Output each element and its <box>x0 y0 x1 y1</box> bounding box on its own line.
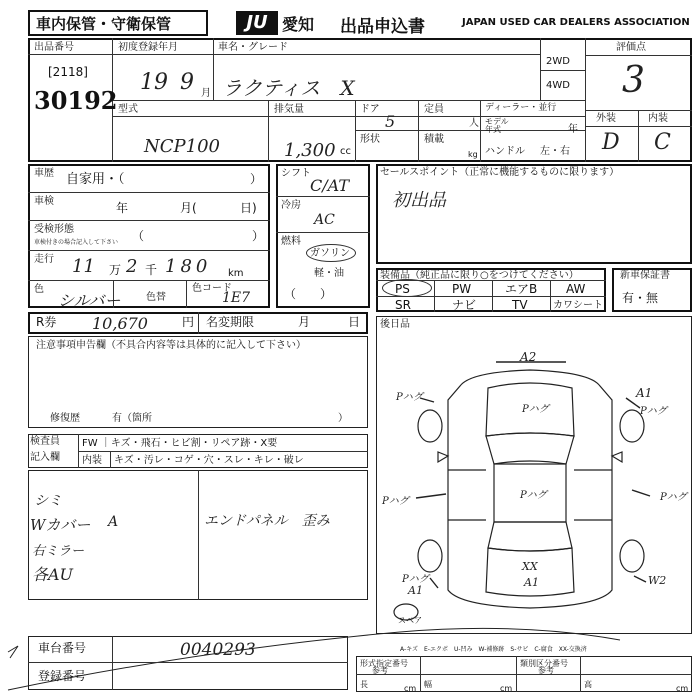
comment-4: 右ミラー <box>32 544 85 559</box>
footer-f5: 長 <box>360 680 368 689</box>
grade-value: 3 <box>622 60 645 101</box>
rear-label: 後日品 <box>380 319 410 330</box>
inspection-year: 年 <box>116 201 129 215</box>
aircon-value: AC <box>314 212 335 228</box>
org-english: JAPAN USED CAR DEALERS ASSOCIATION <box>462 17 690 28</box>
mark-rear-a: XX <box>522 560 538 573</box>
fuel-gasoline: ガソリン <box>310 248 350 259</box>
inspection-label: 車検 <box>34 196 54 207</box>
footer-cm1: cm <box>404 684 417 693</box>
inspector-row2-head: 内装 <box>82 455 102 466</box>
repair-close: ） <box>338 413 348 424</box>
recycle-label: R券 <box>36 315 57 329</box>
exterior-value: D <box>602 130 620 155</box>
handle-value: 左・右 <box>540 146 570 157</box>
doors-label: ドア <box>360 104 380 115</box>
mileage-sen: 2 <box>126 256 138 277</box>
footer-f4: 参考 <box>538 666 554 675</box>
mark-left-bottom: Pハグ <box>402 574 429 585</box>
interior-value: C <box>654 130 671 155</box>
dealer-label: ディーラー・並行 <box>485 103 557 113</box>
aircon-label: 冷房 <box>281 200 301 211</box>
mark-right-top2: Pハグ <box>640 406 667 417</box>
exterior-label: 外装 <box>596 113 616 124</box>
comment-2: Wカバー <box>30 516 91 534</box>
dealer-year-unit: 年 <box>568 124 578 135</box>
mileage-unit: km <box>228 268 244 279</box>
warranty-value: 有・無 <box>622 291 659 305</box>
first-reg-year: 19 <box>140 70 168 95</box>
capacity-unit: 人 <box>469 118 479 129</box>
displacement-label: 排気量 <box>274 104 304 115</box>
mark-right-bottom: W2 <box>648 574 667 587</box>
comment-5: 各AU <box>32 565 74 584</box>
fuel-paren: （ ） <box>284 287 333 301</box>
drive-4wd: 4WD <box>546 80 570 91</box>
chassis-label: 車台番号 <box>38 641 87 655</box>
load-label: 積載 <box>424 134 444 145</box>
equip-leather: カワシート <box>553 300 603 311</box>
recycle-unit: 円 <box>182 315 195 329</box>
comment-1: シミ <box>34 493 62 509</box>
mark-hood: Pハグ <box>522 404 549 415</box>
lot-sub-number: [2118] <box>48 65 88 79</box>
notes-label: 注意事項申告欄（不具合内容等は具体的に記入して下さい） <box>36 340 306 351</box>
received-label: 受検形態 <box>34 224 74 235</box>
equip-ps: PS <box>395 282 410 296</box>
registration-label: 登録番号 <box>38 669 87 683</box>
first-reg-label: 初度登録年月 <box>118 42 178 53</box>
inspector-sub: 記入欄 <box>30 452 60 463</box>
selling-points-value: 初出品 <box>392 190 446 211</box>
footer-f6: 幅 <box>424 680 432 689</box>
mark-right-top: A1 <box>636 386 653 400</box>
displacement-value: 1,300 <box>284 140 336 161</box>
mark-roof: Pハグ <box>520 490 547 501</box>
mileage-rest: 180 <box>165 256 212 277</box>
dealer-year-label: 年式 <box>485 125 501 134</box>
chassis-value: 0040293 <box>180 640 256 660</box>
equip-sr: SR <box>395 298 411 312</box>
name-change-day: 日 <box>348 315 361 329</box>
fuel-diesel: 軽・油 <box>314 268 344 279</box>
mark-left-mid: Pハグ <box>382 496 409 507</box>
received-note: 車検付きの場合記入して下さい <box>34 239 119 246</box>
equip-navi: ナビ <box>452 298 477 312</box>
doors-value: 5 <box>385 112 396 131</box>
inspector-row1: FW ｜キズ・飛石・ヒビ割・リペア跡・X要 <box>82 438 278 449</box>
color-change-label: 色替 <box>146 292 166 303</box>
inspector-label: 検査員 <box>30 436 60 447</box>
name-change-label: 名変期限 <box>206 315 255 329</box>
history-value: 自家用・（ <box>66 172 125 187</box>
car-name-value: ラクティス X <box>222 76 355 100</box>
shape-label: 形状 <box>360 134 380 145</box>
history-label: 車歴 <box>34 168 54 179</box>
handle-label: ハンドル <box>485 146 525 157</box>
color-code-label: 色コード <box>192 283 232 294</box>
shift-label: シフト <box>281 168 311 179</box>
first-reg-month-unit: 月 <box>201 88 211 99</box>
shift-value: C/AT <box>310 176 349 195</box>
footer-f1: 形式指定番号 <box>360 659 408 668</box>
lot-number: 30192 <box>34 86 118 115</box>
inspection-month: 月( <box>180 201 197 215</box>
mileage-man-unit: 万 <box>109 263 122 277</box>
fuel-label: 燃料 <box>281 236 301 247</box>
footer-cm3: cm <box>676 684 689 693</box>
repair-label: 修復歴 <box>50 413 80 424</box>
displacement-unit: cc <box>340 146 351 157</box>
grade-label: 評価点 <box>616 42 646 53</box>
mileage-sen-unit: 千 <box>145 263 158 277</box>
lot-label: 出品番号 <box>34 42 74 53</box>
equip-tv: TV <box>512 298 528 312</box>
color-label: 色 <box>34 284 44 295</box>
dealer-model-label: モデル <box>485 117 509 126</box>
recycle-value: 10,670 <box>92 314 148 333</box>
comment-3: エンドパネル 歪み <box>204 513 330 529</box>
footer-f3: 類別区分番号 <box>520 659 568 668</box>
received-paren: （ ） <box>132 229 265 243</box>
drive-2wd: 2WD <box>546 56 570 67</box>
org-name: 愛知 <box>282 15 315 34</box>
mark-spare: スペア <box>398 616 422 625</box>
storage-title: 車内保管・守衛保管 <box>36 15 172 33</box>
comment-2b: A <box>108 514 119 530</box>
car-name-label: 車名・グレード <box>218 42 288 53</box>
mark-top: A2 <box>520 350 537 364</box>
inspector-row2: キズ・汚レ・コゲ・穴・スレ・キレ・破レ <box>114 455 304 466</box>
logo-text: JU <box>246 12 268 33</box>
mark-right-mid: Pハグ <box>660 492 687 503</box>
equip-aw: AW <box>566 282 586 296</box>
name-change-month: 月 <box>298 315 311 329</box>
load-unit: kg <box>468 150 478 159</box>
form-title: 出品申込書 <box>340 17 425 37</box>
legend: A-キズ E-エクボ U-凹み W-補修跡 S-サビ C-腐食 XX-交換済 <box>400 646 587 653</box>
mark-left-top: Pハグ <box>396 392 423 403</box>
footer-f7: 高 <box>584 680 592 689</box>
mileage-man: 11 <box>72 256 95 277</box>
color-code: 1E7 <box>222 290 251 306</box>
mileage-label: 走行 <box>34 254 54 265</box>
interior-label: 内装 <box>648 113 668 124</box>
equip-pw: PW <box>452 282 472 296</box>
capacity-label: 定員 <box>424 104 444 115</box>
repair-value: 有（箇所 <box>112 413 152 424</box>
warranty-label: 新車保証書 <box>620 270 670 281</box>
first-reg-month: 9 <box>180 70 194 95</box>
footer-f2: 参考 <box>372 666 388 675</box>
footer-cm2: cm <box>500 684 513 693</box>
color-value: シルバー <box>58 291 121 310</box>
equipment-label: 装備品（純正品に限り○をつけてください） <box>380 270 579 281</box>
selling-points-label: セールスポイント（正常に機能するものに限ります） <box>380 167 620 178</box>
model-label: 型式 <box>118 104 138 115</box>
inspection-day: 日) <box>240 201 257 215</box>
mark-left-bottom2: A1 <box>408 584 423 597</box>
equip-airbag: エアB <box>505 282 538 296</box>
history-close: ） <box>250 172 263 186</box>
model-value: NCP100 <box>144 136 220 157</box>
mark-rear-b: A1 <box>524 576 539 589</box>
